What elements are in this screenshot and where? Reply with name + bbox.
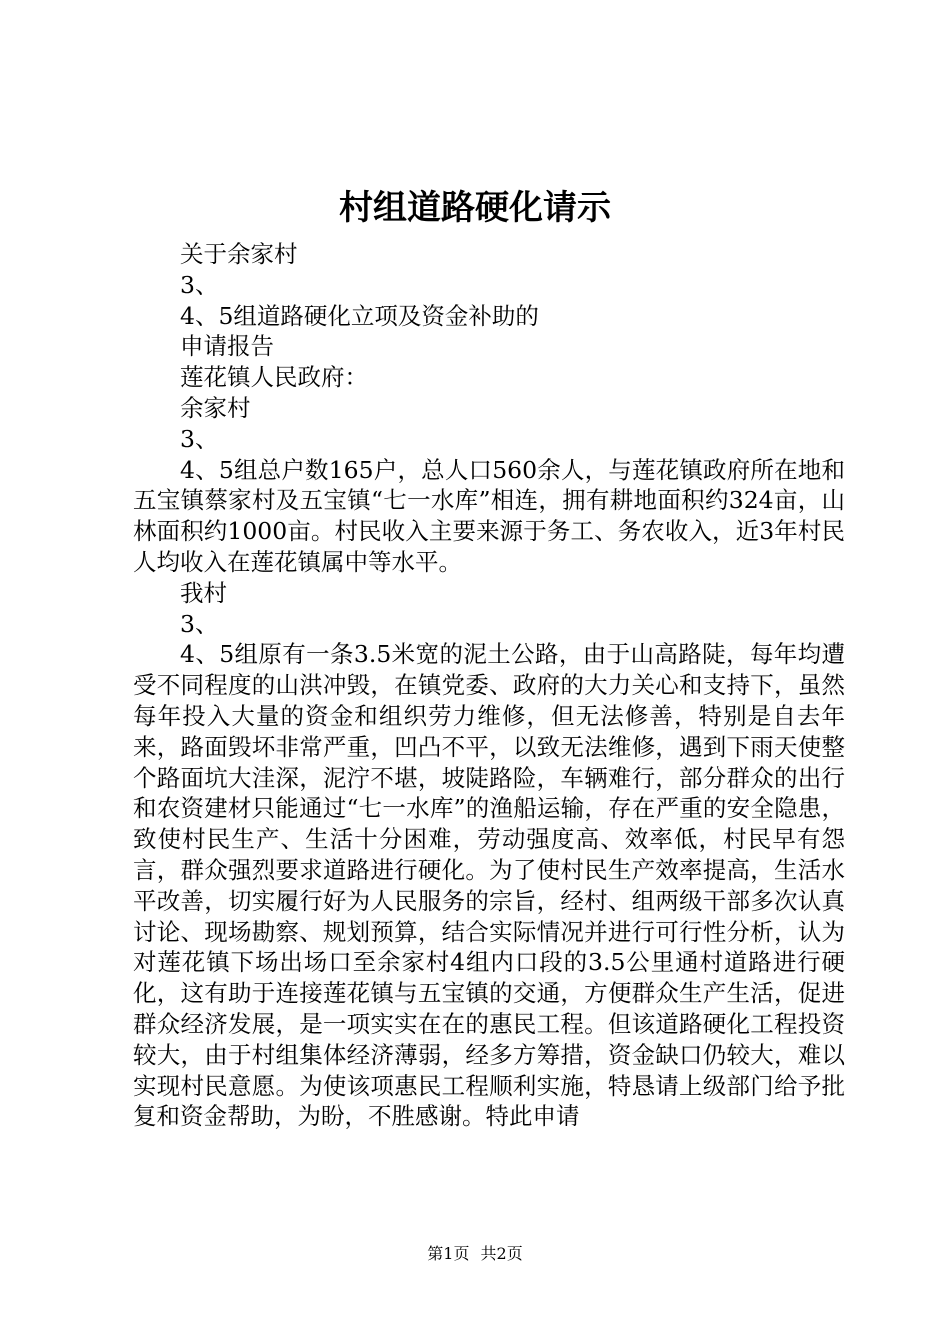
paragraph: 3、 [180,270,219,299]
document-body [133,239,845,1132]
paragraph: 3、 [180,609,219,638]
paragraph: 4、5组总户数165户，总人口560余人，与莲花镇政府所在地和五宝镇蔡家村及五宝镇“七一水库”相连，拥有耕地面积约324亩，山林面积约1000亩。村民收入主要来源于务工、务农收入，近3年村民人均收入在莲花镇属中等水平。 [133,455,845,576]
paragraph: 4、5组道路硬化立项及资金补助的 [180,301,539,330]
paragraph: 莲花镇人民政府： [180,363,368,392]
document-title: 村组道路硬化请示 [339,188,611,228]
paragraph: 3、 [180,424,219,453]
paragraph: 余家村 [180,393,251,422]
paragraph: 申请报告 [180,332,274,361]
page-number: 第1页 [427,1244,470,1263]
paragraph: 4、5组原有一条3.5米宽的泥土公路，由于山高路陡，每年均遭受不同程度的山洪冲毁，在镇党委、政府的大力关心和支持下，虽然每年投入大量的资金和组织劳力维修，但无法修善，特别是自去年来，路面毁坏非常严重，凹凸不平，以致无法维修，遇到下雨天使整个路面坑大洼深，泥泞不堪，坡陡路险，车辆难行，部分群众的出行和农资建材只能通过“七一水库”的渔船运输，存在严重的安全隐患，致使村民生产、生活十分困难，劳动强度高、效率低，村民早有怨言，群众强烈要求道路进行硬化。为了使村民生产效率提高，生活水平改善，切实履行好为人民服务的宗旨，经村、组两级干部多次认真讨论、现场勘察、规划预算，结合实际情况并进行可行性分析，认为对莲花镇下场出场口至余家村4组内口段的3.5公里通村道路进行硬化，这有助于连接莲花镇与五宝镇的交通，方便群众生产生活，促进群众经济发展，是一项实实在在的惠民工程。但该道路硬化工程投资较大，由于村组集体经济薄弱，经多方筹措，资金缺口仍较大，难以实现村民意愿。为使该项惠民工程顺利实施，特恳请上级部门给予批复和资金帮助，为盼，不胜感谢。特此申请 [133,640,845,1131]
paragraph: 我村 [180,578,227,607]
page-total: 共2页 [480,1244,523,1263]
page-footer [0,1243,950,1265]
paragraph: 关于余家村 [180,240,298,268]
